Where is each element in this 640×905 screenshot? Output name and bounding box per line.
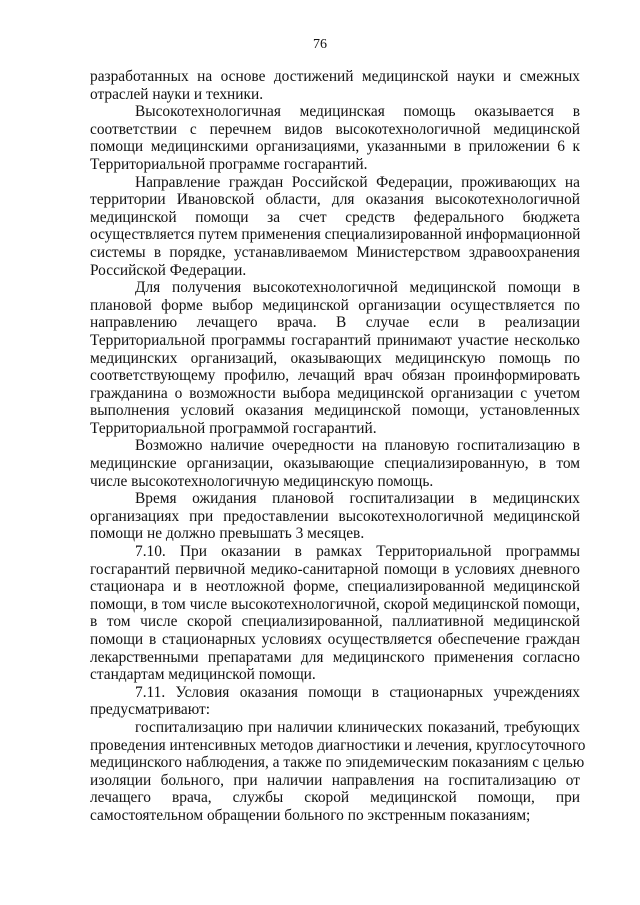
text-line: плановой форме выбор медицинской организации осуществляется по [90,296,580,314]
paragraph [90,718,586,825]
text-line: выполнения условий оказания медицинской помощи, установленных [90,402,580,420]
text-line: соответствии с перечнем видов высокотехнологичной медицинской [90,120,580,138]
text-line: соответствующему профилю, лечащий врач обязан проинформировать [90,367,580,385]
paragraph [90,543,580,684]
text-line: медицинских организаций, оказывающих медицинскую помощь по [90,349,580,367]
text-line: Территориальной программой госгарантий. [90,419,377,437]
text-line: помощи, в том числе высокотехнологичной, скорой медицинской помощи, [90,595,580,613]
text-line: территории Ивановской области, для оказания высокотехнологичной [90,191,580,209]
text-line: медицинские организации, оказывающие специализированную, в том [90,455,580,473]
text-line: госпитализацию при наличии клинических показаний, требующих [135,718,580,736]
text-line: самостоятельном обращении больного по экстренным показаниям; [90,806,531,824]
page-number: 76 [313,37,327,52]
text-line: Направление граждан Российской Федерации, проживающих на [135,173,580,191]
text-line: Российской Федерации. [90,261,247,279]
text-line: стандартам медицинской помощи. [90,666,316,684]
text-line: 7.10. При оказании в рамках Территориальной программы [135,543,580,561]
text-line: числе высокотехнологичную медицинскую помощь. [90,472,434,490]
body-text [90,68,586,825]
text-line: лекарственными препаратами для медицинского применения согласно [90,648,580,666]
text-line: стационара и в неотложной форме, специализированной медицинской [90,578,580,596]
text-line: помощи медицинскими организациями, указанными в приложении 6 к [90,138,580,156]
text-line: разработанных на основе достижений медицинской науки и смежных [90,68,580,85]
paragraph [90,437,580,490]
text-line: организациях при предоставлении высокотехнологичной медицинской [90,507,580,525]
paragraph [90,174,580,280]
text-line: Высокотехнологичная медицинская помощь оказывается в [135,103,580,121]
text-line: 7.11. Условия оказания помощи в стационарных учреждениях [135,683,580,701]
text-line: помощи в стационарных условиях осуществляется обеспечение граждан [90,631,580,648]
text-line: направлению лечащего врача. В случае если в реализации [90,314,580,332]
text-line: Для получения высокотехнологичной медицинской помощи в [135,279,580,297]
text-line: изоляции больного, при наличии направления на госпитализацию от [90,771,580,789]
paragraph [90,103,580,173]
text-line: Территориальной программы госгарантий принимают участие несколько [90,331,580,349]
text-line: медицинского наблюдения, а также по эпидемическим показаниям с целью [90,754,585,772]
paragraph [90,68,580,103]
text-line: предусматривают: [90,701,211,719]
text-line: Территориальной программе госгарантий. [90,155,368,173]
text-line: системы в порядке, устанавливаемом Министерством здравоохранения [90,243,580,261]
text-line: Время ожидания плановой госпитализации в медицинских [135,490,580,508]
text-line: помощи не должно превышать 3 месяцев. [90,525,365,543]
text-line: осуществляется путем применения специализированной информационной [90,226,581,244]
text-line: гражданина о возможности выбора медицинской организации с учетом [90,384,580,402]
text-line: отраслей науки и техники. [90,85,264,103]
paragraph [90,490,580,543]
text-line: медицинской помощи за счет средств федерального бюджета [90,208,580,226]
text-line: Возможно наличие очередности на плановую госпитализацию в [135,437,580,455]
text-line: лечащего врача, службы скорой медицинской помощи, при [90,789,580,807]
text-line: госгарантий первичной медико-санитарной помощи в условиях дневного [90,560,580,578]
text-line: в том числе скорой специализированной, паллиативной медицинской [90,613,580,631]
text-line: проведения интенсивных методов диагностики и лечения, круглосуточного [90,736,586,754]
paragraph [90,279,580,437]
paragraph [90,684,580,719]
